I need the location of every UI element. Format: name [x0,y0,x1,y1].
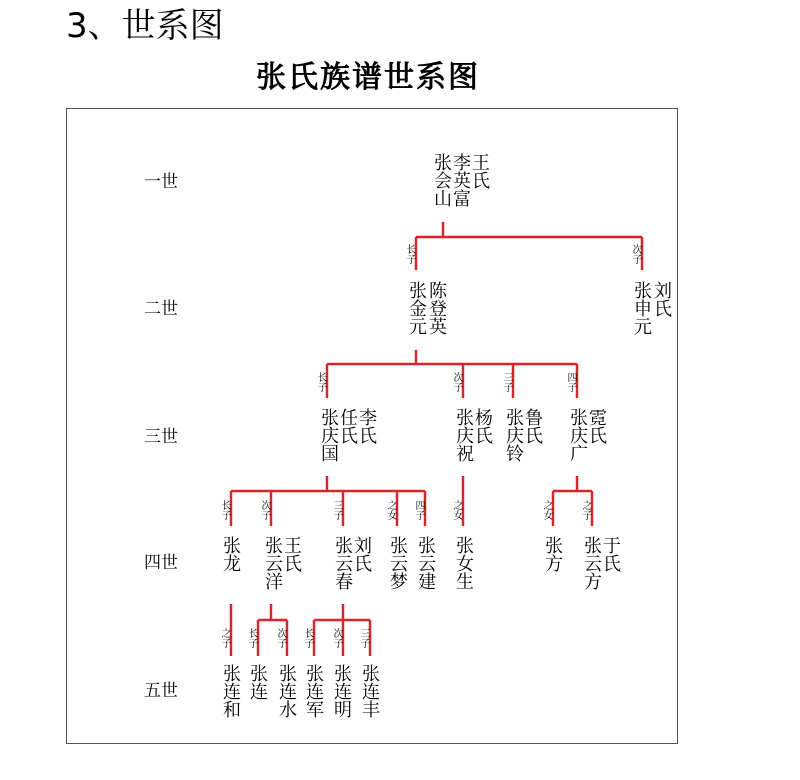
person-name: 张金元 [406,281,427,335]
person-name: 张龙 [220,536,241,572]
relation-label: 长子 [315,372,326,392]
person-name: 张连军 [303,664,324,718]
spouse-name: 于氏 [600,536,621,572]
generation-label-3: 三世 [144,427,178,447]
person-name: 张连明 [331,664,352,718]
relation-label: 次子 [259,500,270,520]
person-name: 张云方 [581,536,602,590]
person-name: 张云梦 [387,536,408,590]
person-name: 张连水 [276,664,297,718]
person-name: 张女生 [453,536,474,590]
relation-label: 之女 [385,500,396,520]
relation-label: 三子 [331,500,342,520]
relation-label: 之子 [580,500,591,520]
generation-label-2: 二世 [144,299,178,319]
generation-label-5: 五世 [144,681,178,701]
spouse-name: 刘氏 [351,536,372,572]
generation-label-4: 四世 [144,553,178,573]
relation-label: 之女 [541,500,552,520]
relation-label: 次子 [630,244,641,264]
spouse-name: 王氏 [469,153,490,189]
person-name: 张云春 [332,536,353,590]
relation-label: 四子 [413,500,424,520]
relation-label: 次子 [331,628,342,648]
spouse-name: 霓氏 [586,408,607,444]
person-name: 张方 [542,536,563,572]
person-name: 张云洋 [262,536,283,590]
person-name: 张连 [247,664,268,700]
person-name: 张庆祝 [453,408,474,462]
person-name: 张连丰 [359,664,380,718]
relation-label: 三子 [358,628,369,648]
generation-label-1: 一世 [144,172,178,192]
person-name: 张会山 [431,153,452,207]
person-name: 张庆国 [318,408,339,462]
spouse-name: 李氏 [356,408,377,444]
person-name: 张庆广 [567,408,588,462]
chart-title: 张氏族谱世系图 [256,60,480,95]
person-name: 张连和 [220,664,241,718]
spouse-name: 刘氏 [651,281,672,317]
section-heading: 3、世系图 [66,6,224,46]
spouse-name: 陈登英 [426,281,447,335]
relation-label: 长子 [404,244,415,264]
person-name: 张庆铃 [503,408,524,462]
spouse-name: 李英富 [450,153,471,207]
spouse-name: 任氏 [337,408,358,444]
relation-label: 之子 [219,628,230,648]
relation-label: 次子 [275,628,286,648]
relation-label: 四子 [565,372,576,392]
relation-label: 长子 [302,628,313,648]
relation-label: 之女 [451,500,462,520]
relation-label: 长子 [219,500,230,520]
person-name: 张云建 [415,536,436,590]
spouse-name: 鲁氏 [522,408,543,444]
relation-label: 三子 [501,372,512,392]
relation-label: 次子 [451,372,462,392]
relation-label: 长子 [246,628,257,648]
spouse-name: 杨氏 [472,408,493,444]
person-name: 张申元 [631,281,652,335]
spouse-name: 王氏 [281,536,302,572]
